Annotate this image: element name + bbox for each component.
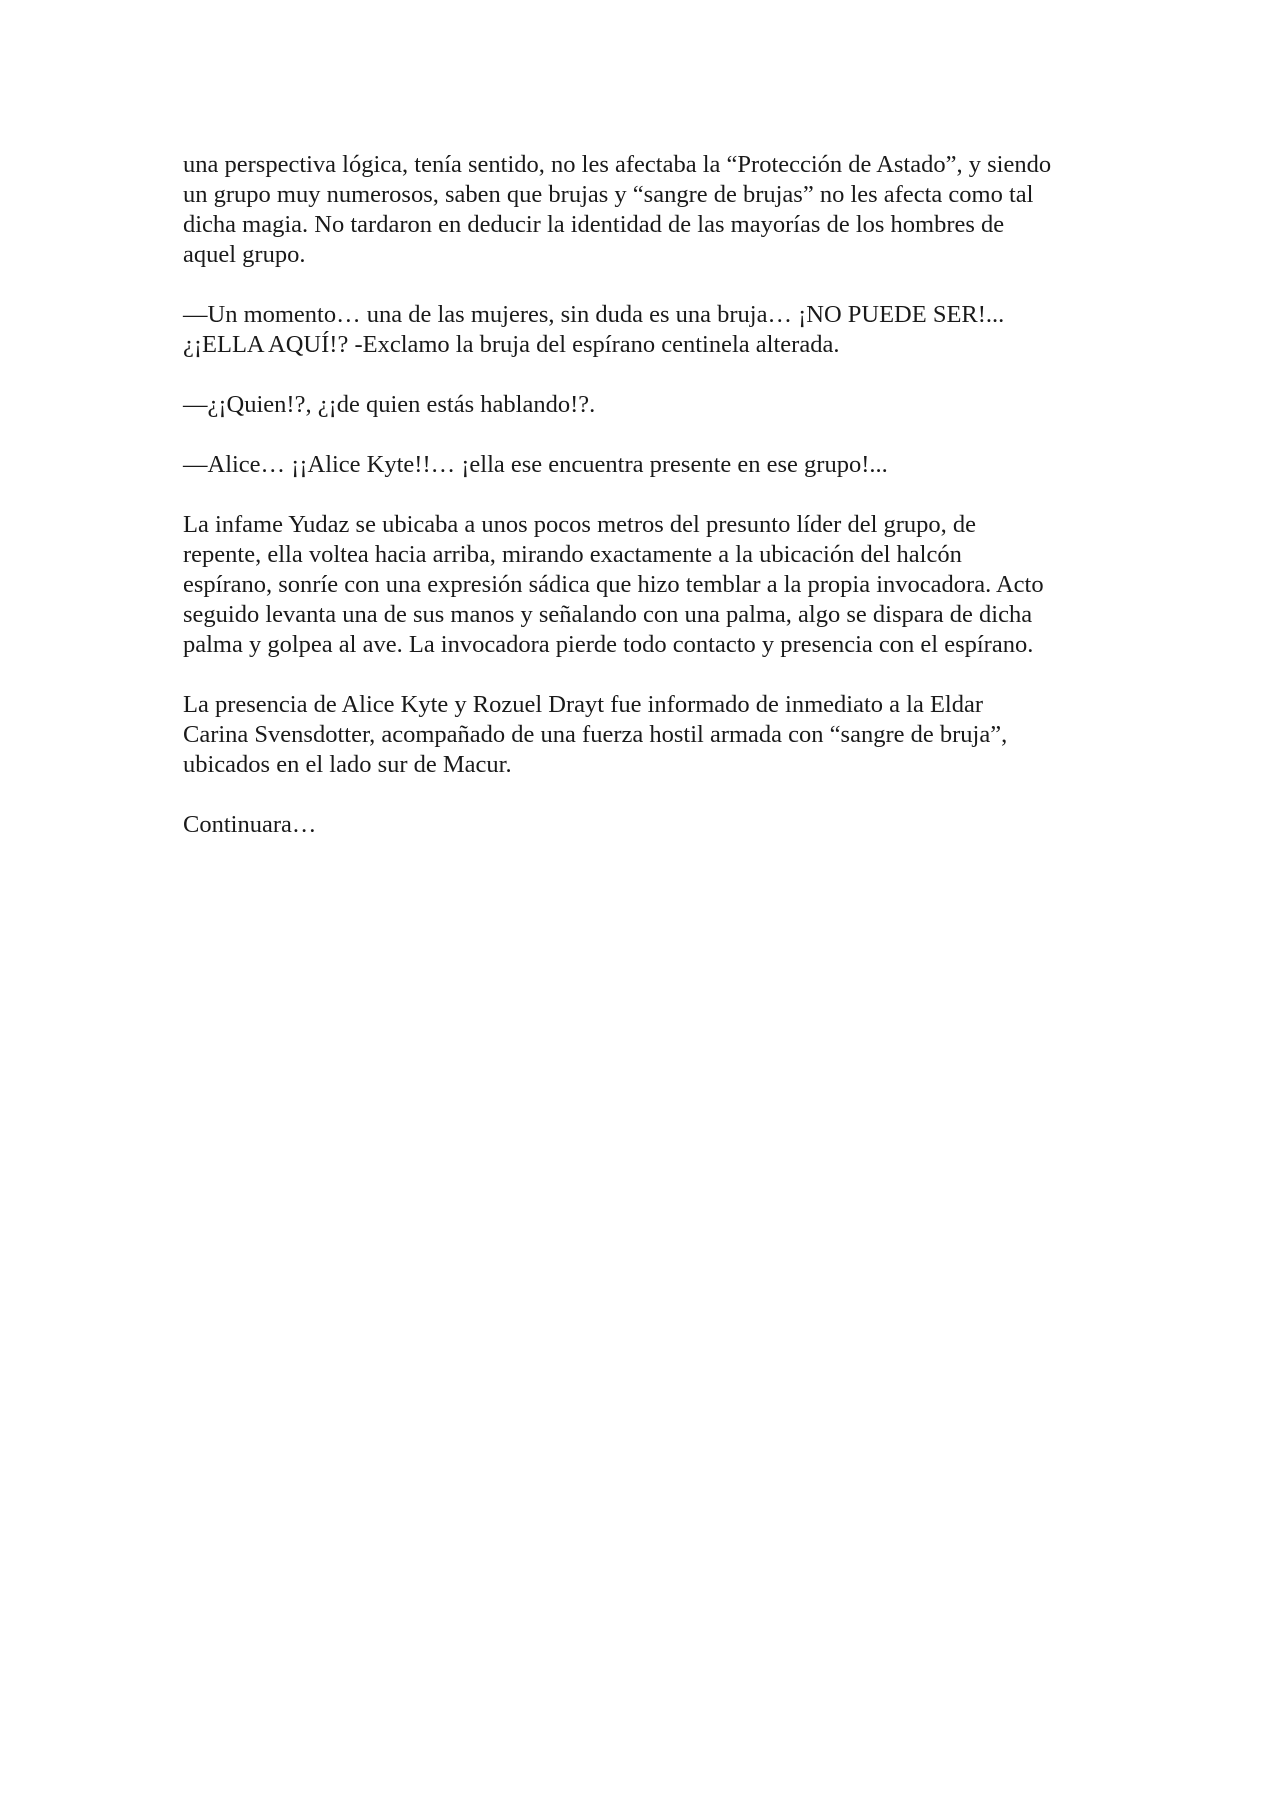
paragraph-narration-yudaz: La infame Yudaz se ubicaba a unos pocos metros del presunto líder del grupo, de repente, ella voltea hacia arriba, mirando exactamente a la ubicación del halcón espírano, sonríe con una expresión sádica que hizo temblar a la propia invocadora. Acto seguido levanta una de sus manos y señalando con una palma, algo se dispara de dicha palma y golpea al ave. La invocadora pierde todo contacto y presencia con el espírano.: [183, 511, 1044, 658]
paragraph-continuation: Continuara…: [183, 811, 317, 838]
paragraph-narration-report: La presencia de Alice Kyte y Rozuel Drayt fue informado de inmediato a la Eldar Carina Svensdotter, acompañado de una fuerza hostil armada con “sangre de bruja”, ubicados en el lado sur de Macur.: [183, 691, 1008, 778]
paragraph-dialogue-witch: —Un momento… una de las mujeres, sin duda es una bruja… ¡NO PUEDE SER!... ¿¡ELLA AQUÍ!? -Exclamo la bruja del espírano centinela alterada.: [183, 301, 1005, 358]
paragraph-dialogue-alice: —Alice… ¡¡Alice Kyte!!… ¡ella ese encuentra presente en ese grupo!...: [183, 451, 888, 478]
paragraph-narration-logic: una perspectiva lógica, tenía sentido, no les afectaba la “Protección de Astado”, y siendo un grupo muy numerosos, saben que brujas y “sangre de brujas” no les afecta como tal dicha magia. No tardaron en deducir la identidad de las mayorías de los hombres de aquel grupo.: [183, 151, 1052, 268]
paragraph-dialogue-question: —¿¡Quien!?, ¿¡de quien estás hablando!?.: [183, 391, 596, 418]
document-body: [183, 150, 1113, 870]
